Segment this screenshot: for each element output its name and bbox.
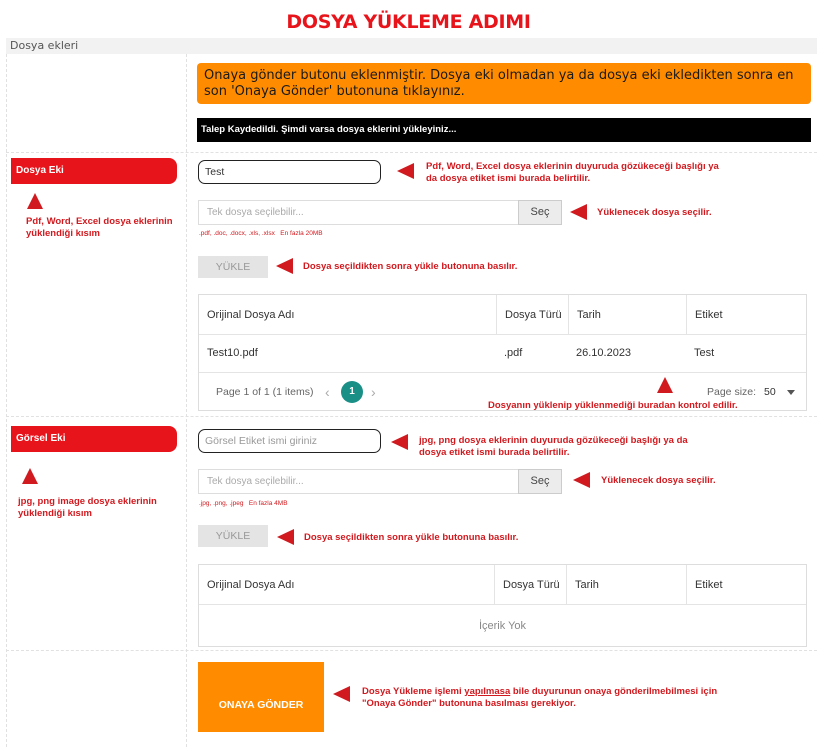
tab-image-attachment: Görsel Eki: [11, 426, 177, 452]
column-header-filename[interactable]: Orijinal Dosya Adı: [207, 579, 295, 591]
column-header-date[interactable]: Tarih: [566, 565, 686, 605]
column-header-filename[interactable]: Orijinal Dosya Adı: [207, 309, 295, 321]
file-type-hint: [199, 230, 323, 237]
send-for-approval-button[interactable]: ONAYA GÖNDER: [198, 662, 324, 732]
image-select-button[interactable]: Seç: [518, 469, 562, 494]
image-type-hint: [199, 500, 288, 507]
tab-document-attachment: Dosya Eki: [11, 158, 177, 184]
cell-filename: Test10.pdf: [207, 347, 258, 359]
document-label-note: Pdf, Word, Excel dosya eklerinin duyuruda gözükeceği başlığı ya da dosya etiket ismi burada belirtilir.: [426, 161, 719, 184]
cell-label: Test: [694, 347, 715, 359]
send-note-line2: "Onaya Gönder" butonuna basılması gerekiyor.: [362, 698, 576, 709]
send-note-line1: Dosya Yükleme işlemi yapılmasa bile duyurunun onaya gönderilmebilmesi için: [362, 686, 718, 697]
up-arrow-icon: [657, 377, 673, 393]
pager-info: Page 1 of 1 (1 items): [216, 386, 314, 398]
image-file-input[interactable]: Tek dosya seçilebilir...: [198, 469, 519, 494]
left-arrow-icon: [276, 258, 293, 274]
left-arrow-icon: [573, 472, 590, 488]
cell-date: 26.10.2023: [576, 347, 632, 359]
document-upload-note: Dosya seçildikten sonra yükle butonuna basılır.: [303, 261, 518, 272]
document-select-note: Yüklenecek dosya seçilir.: [597, 207, 712, 218]
pager-current-page[interactable]: 1: [341, 381, 363, 403]
grid-header: [199, 295, 806, 335]
image-upload-button[interactable]: YÜKLE: [198, 525, 268, 547]
image-label-note: jpg, png dosya eklerinin duyuruda gözükeceği başlığı ya da dosya etiket ismi burada belirtilir.: [419, 435, 688, 458]
grid-header: [199, 565, 806, 605]
chevron-down-icon: [787, 390, 795, 395]
column-header-filetype[interactable]: Dosya Türü: [496, 295, 568, 335]
image-label-input[interactable]: Görsel Etiket ismi giriniz: [198, 429, 381, 453]
column-header-label[interactable]: Etiket: [686, 295, 806, 335]
left-arrow-icon: [277, 529, 294, 545]
section-header: Dosya ekleri: [6, 38, 817, 54]
hint-types: .jpg, .png, .jpeg: [199, 500, 244, 507]
document-select-button[interactable]: Seç: [518, 200, 562, 225]
up-arrow-icon: [27, 193, 43, 209]
send-note: [362, 686, 717, 710]
pager-next-button[interactable]: ›: [371, 384, 376, 400]
document-left-note: Pdf, Word, Excel dosya eklerinin yüklendiği kısım: [26, 216, 173, 239]
info-banner: Onaya gönder butonu eklenmiştir. Dosya eki olmadan ya da dosya eki ekledikten sonra en son 'Onaya Gönder' butonuna tıklayınız.: [197, 63, 811, 104]
left-arrow-icon: [333, 686, 350, 702]
left-arrow-icon: [570, 204, 587, 220]
row-divider: [6, 650, 817, 651]
left-arrow-icon: [391, 434, 408, 450]
page-size-label: Page size:: [707, 386, 757, 398]
empty-state: İçerik Yok: [478, 620, 527, 632]
document-label-input[interactable]: Test: [198, 160, 381, 184]
hint-types: .pdf, .doc, .docx, .xls, .xlsx: [199, 230, 275, 237]
page-size-value: 50: [764, 386, 776, 398]
up-arrow-icon: [22, 468, 38, 484]
row-divider: [6, 416, 817, 417]
column-divider: [186, 54, 187, 747]
column-header-label[interactable]: Etiket: [686, 565, 806, 605]
left-arrow-icon: [397, 163, 414, 179]
image-upload-note: Dosya seçildikten sonra yükle butonuna basılır.: [304, 532, 519, 543]
pager-prev-button[interactable]: ‹: [325, 384, 330, 400]
column-header-filetype[interactable]: Dosya Türü: [494, 565, 566, 605]
document-grid: [198, 294, 807, 411]
hint-size: En fazla 20MB: [280, 230, 323, 237]
status-banner: Talep Kaydedildi. Şimdi varsa dosya eklerini yükleyiniz...: [197, 118, 811, 142]
hint-size: En fazla 4MB: [248, 500, 288, 507]
image-grid: [198, 564, 807, 647]
row-divider: [6, 152, 817, 153]
column-header-date[interactable]: Tarih: [568, 295, 686, 335]
image-left-note: jpg, png image dosya eklerinin yüklendiği kısım: [18, 496, 157, 519]
document-file-input[interactable]: Tek dosya seçilebilir...: [198, 200, 519, 225]
image-select-note: Yüklenecek dosya seçilir.: [601, 475, 716, 486]
page-size-select[interactable]: [764, 386, 795, 398]
document-grid-note: Dosyanın yüklenip yüklenmediği buradan kontrol edilir.: [488, 400, 738, 411]
document-upload-button[interactable]: YÜKLE: [198, 256, 268, 278]
cell-filetype: .pdf: [504, 347, 523, 359]
left-border: [6, 54, 7, 747]
table-row[interactable]: [199, 335, 806, 373]
page-title: DOSYA YÜKLEME ADIMI: [286, 11, 531, 33]
